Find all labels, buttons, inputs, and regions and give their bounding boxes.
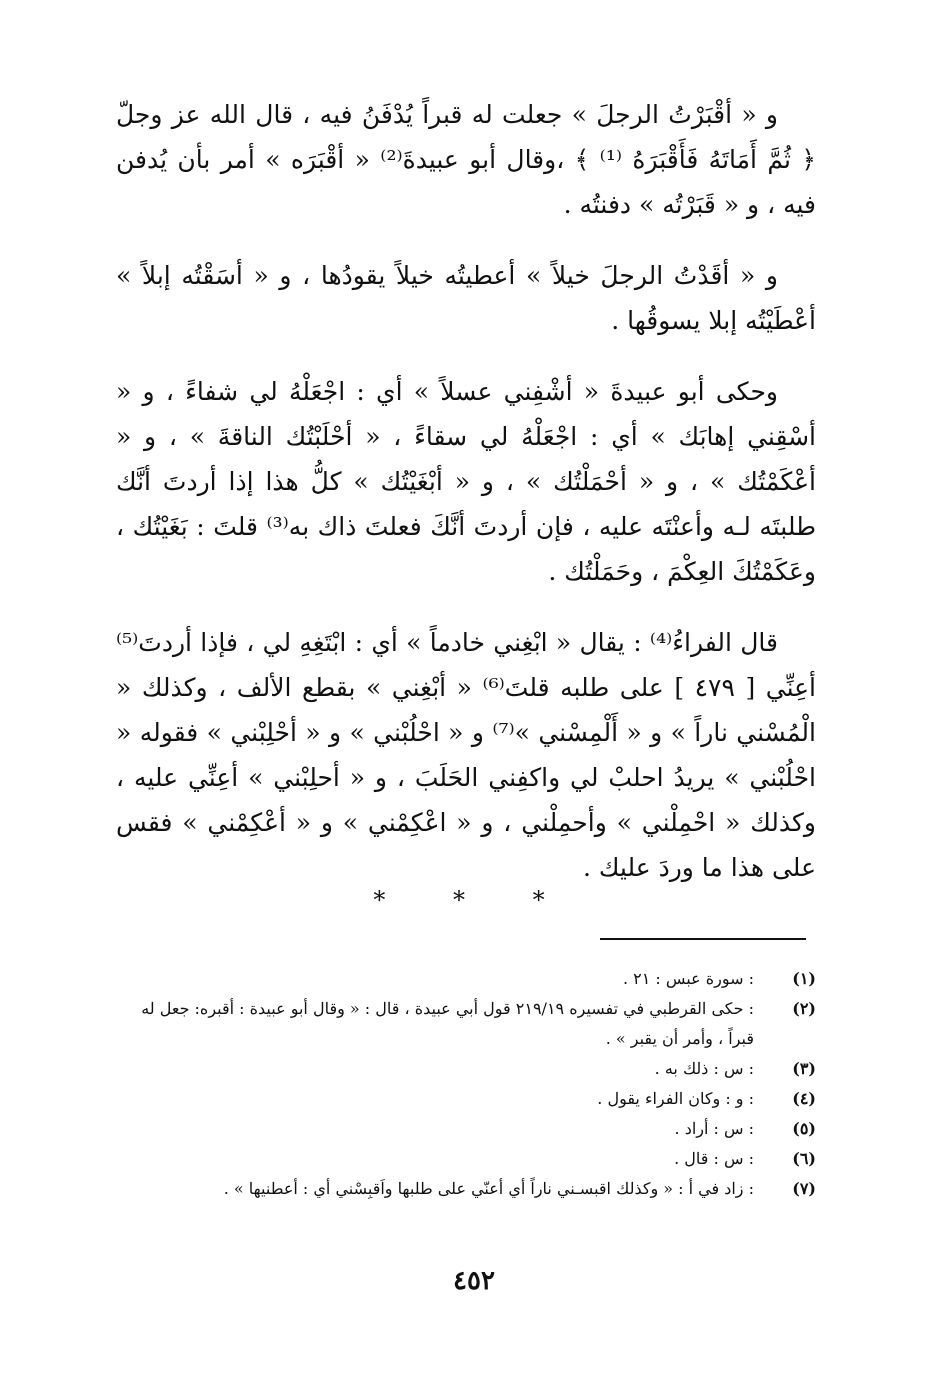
footnote-text: : حكى القرطبي في تفسيره ٢١٩/١٩ قول أبي عبيدة ، قال : « وقال أبو عبيدة : أقبره: جعل له قبراً ، وأمر أن يقبر » .: [141, 999, 754, 1048]
footnote-4: [116, 1084, 816, 1114]
footnote-divider: [600, 938, 806, 940]
paragraph-1: و « أقْبَرْتُ الرجلَ » جعلت له قبراً يُدْفَنُ فيه ، قال الله عز وجلّ ﴿ ثُمَّ أَمَاتَهُ فَأَقْبَرَهُ ⁽¹⁾ ﴾ ،وقال أبو عبيدةَ⁽²⁾ « أقْبَرَه » أمر بأن يُدفن فيه ، و « قَبَرْتُه » دفنتُه .: [116, 100, 816, 219]
main-text: [116, 92, 816, 916]
footnote-text: : زاد في أ : « وكذلك اقبسـني ناراً أي أعنّي على طلبها واَقبِسْني أي : أعطنيها » .: [223, 1179, 754, 1198]
footnote-3: [116, 1054, 816, 1084]
footnote-1: [116, 964, 816, 994]
page-number: ٤٥٢: [453, 1266, 495, 1296]
footnote-number: (٦): [792, 1149, 816, 1168]
paragraph-2: و « أقَدْتُ الرجلَ خيلاً » أعطيتُه خيلاً يقودُها ، و « أسَقْتُه إبلاً » أعْطَيْتُه إبلا يسوقُها .: [116, 261, 816, 335]
footnote-text: : س : ذلك به .: [654, 1059, 754, 1078]
footnote-5: [116, 1114, 816, 1144]
footnote-number: (٤): [792, 1089, 816, 1108]
footnote-text: : س : أراد .: [674, 1119, 754, 1138]
footnote-number: (٣): [792, 1059, 816, 1078]
footnote-number: (٧): [792, 1179, 816, 1198]
paragraph-4: قال الفراءُ⁽⁴⁾ : يقال « ابْغِني خادماً » أي : ابْتَغِهِ لي ، فإذا أردتَ⁽⁵⁾ أعِنِّي [ ٤٧٩ ] على طلبه قلتَ⁽⁶⁾ « أبْغِني » بقطع الألف ، وكذلك « الْمُسْني ناراً » و « أَلْمِسْني »⁽⁷⁾ و « احْلُبْني » و « أحْلِبْني » فقوله « احْلُبْني » يريدُ احلبْ لي واكفِني الحَلَبَ ، و « أحلِبْني » أعِنِّي عليه ، وكذلك « احْمِلْني » وأحمِلْني ، و « اعْكِمْني » و « أعْكِمْني » فقس على هذا ما وردَ عليك .: [116, 628, 816, 882]
section-separator: * * *: [373, 886, 575, 914]
footnote-7: [116, 1174, 816, 1204]
footnote-text: : و : وكان الفراء يقول .: [597, 1089, 754, 1108]
footnote-number: (٢): [792, 999, 816, 1018]
footnote-number: (١): [792, 969, 816, 988]
footnote-number: (٥): [792, 1119, 816, 1138]
footnote-2: [116, 994, 816, 1054]
footnote-text: : سورة عبس : ٢١ .: [622, 969, 754, 988]
paragraph-3: وحكى أبو عبيدةَ « أشْفِني عسلاً » أي : اجْعَلْهُ لي شفاءً ، و « أسْقِني إهابَك » أي : اجْعَلْهُ لي سقاءً ، « أحْلَبْتُك الناقةَ » ، و « أعْكَمْتُك » ، و « أحْمَلْتُك » ، و « أبْغَيْتُك » كلُّ هذا إذا أردتَ أنَّك طلبتَه لـه وأعنْتَه عليه ، فإن أردتَ أنَّكَ فعلتَ ذاك به⁽³⁾ قلتَ : بَغَيْتُك ، وعَكَمْتُكَ العِكْمَ ، وحَمَلْتُك .: [116, 377, 816, 586]
footnote-text: : س : قال .: [674, 1149, 754, 1168]
footnote-6: [116, 1144, 816, 1174]
footnotes: [116, 964, 816, 1204]
